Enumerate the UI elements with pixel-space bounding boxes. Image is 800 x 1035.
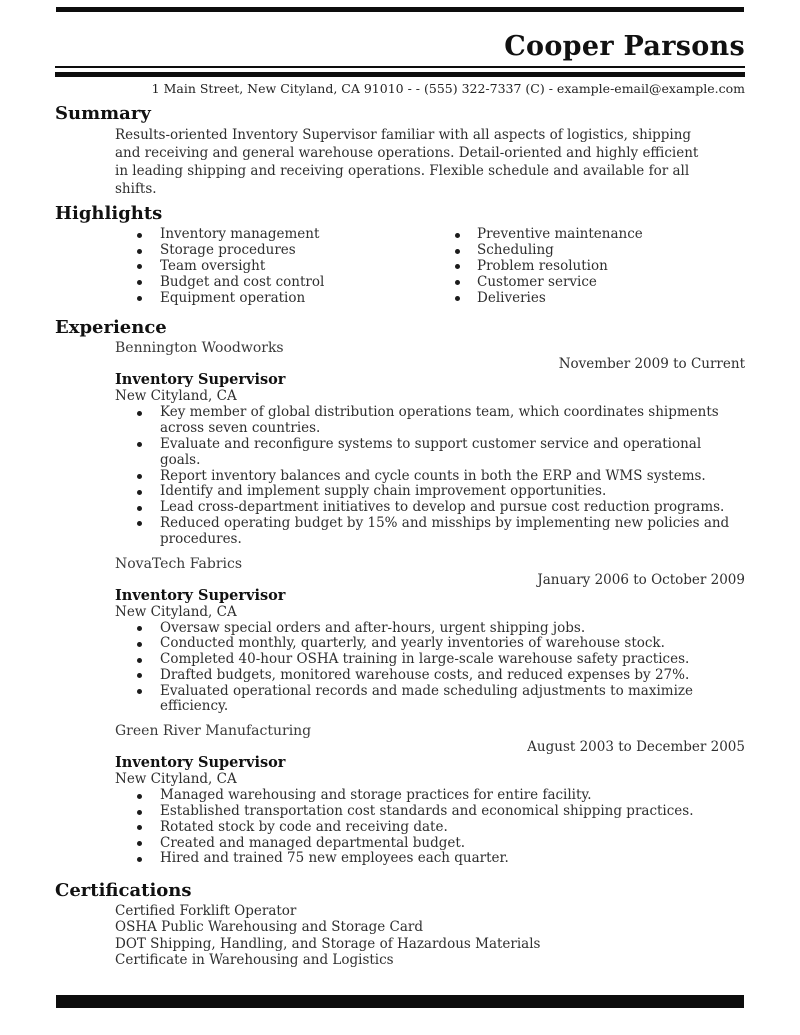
highlights-heading: Highlights — [55, 203, 163, 225]
company-name: Green River Manufacturing — [115, 723, 312, 740]
bottom-rule-bar — [56, 995, 744, 1008]
bullet-item: Hired and trained 75 new employees each quarter. — [115, 851, 745, 867]
contact-line: 1 Main Street, New Cityland, CA 91010 - - (555) 322-7337 (C) - example-email@example.com — [151, 81, 745, 97]
bullet-item: Oversaw special orders and after-hours, urgent shipping jobs. — [115, 621, 745, 637]
highlights-columns — [115, 227, 745, 306]
highlight-item: Team oversight — [115, 259, 455, 275]
bullet-item: Lead cross-department initiatives to develop and pursue cost reduction programs. — [115, 500, 745, 516]
summary-heading: Summary — [55, 103, 151, 125]
certification-item: Certified Forklift Operator — [115, 903, 297, 920]
company-name: NovaTech Fabrics — [115, 555, 243, 572]
bullet-item: Created and managed departmental budget. — [115, 836, 745, 852]
bullet-item: Drafted budgets, monitored warehouse costs, and reduced expenses by 27%. — [115, 668, 745, 684]
highlight-item: Scheduling — [455, 243, 745, 259]
bullet-item: Completed 40-hour OSHA training in large-scale warehouse safety practices. — [115, 652, 745, 668]
rule-thick-line — [55, 72, 745, 77]
experience-heading: Experience — [55, 317, 167, 339]
experience-body — [115, 340, 745, 867]
bullet-item: Established transportation cost standards and economical shipping practices. — [115, 804, 745, 820]
job-entry — [115, 556, 745, 716]
job-dates: November 2009 to Current — [558, 356, 745, 373]
highlight-item: Storage procedures — [115, 243, 455, 259]
job-title: Inventory Supervisor — [115, 371, 286, 389]
bullet-item: Rotated stock by code and receiving date. — [115, 820, 745, 836]
certifications-heading: Certifications — [55, 880, 192, 902]
certifications-list — [115, 903, 745, 968]
job-location: New Cityland, CA — [115, 771, 237, 788]
person-name: Cooper Parsons — [504, 31, 745, 62]
highlight-item: Equipment operation — [115, 291, 455, 307]
bullet-item: Identify and implement supply chain improvement opportunities. — [115, 484, 745, 500]
job-location: New Cityland, CA — [115, 388, 237, 405]
bullet-item: Managed warehousing and storage practices for entire facility. — [115, 788, 745, 804]
name-underline-double-rule — [55, 66, 745, 77]
job-bullet-list — [115, 405, 745, 547]
highlight-item: Customer service — [455, 275, 745, 291]
highlights-left-column — [115, 227, 455, 306]
top-rule-bar — [56, 7, 744, 12]
job-dates: January 2006 to October 2009 — [537, 571, 745, 588]
job-dates: August 2003 to December 2005 — [527, 739, 745, 756]
highlight-item: Deliveries — [455, 291, 745, 307]
job-title: Inventory Supervisor — [115, 586, 286, 604]
highlights-right-column — [455, 227, 745, 306]
bullet-item: Conducted monthly, quarterly, and yearly inventories of warehouse stock. — [115, 636, 745, 652]
job-entry — [115, 340, 745, 547]
certification-item: Certificate in Warehousing and Logistics — [115, 951, 394, 968]
bullet-item: Evaluated operational records and made scheduling adjustments to maximize efficiency. — [115, 684, 745, 716]
job-bullet-list — [115, 788, 745, 867]
bullet-item: Key member of global distribution operations team, which coordinates shipments across seven countries. — [115, 405, 745, 437]
certification-item: OSHA Public Warehousing and Storage Card — [115, 919, 423, 936]
summary-text: Results-oriented Inventory Supervisor familiar with all aspects of logistics, shipping and receiving and general warehouse operations. Detail-oriented and highly efficient in leading shipping and receiving operations. Flexible schedule and available for all shifts. — [115, 127, 699, 198]
job-entry — [115, 723, 745, 867]
company-name: Bennington Woodworks — [115, 340, 284, 357]
highlight-item: Inventory management — [115, 227, 455, 243]
job-location: New Cityland, CA — [115, 603, 237, 620]
certification-item: DOT Shipping, Handling, and Storage of Hazardous Materials — [115, 935, 541, 952]
bullet-item: Evaluate and reconfigure systems to support customer service and operational goals. — [115, 437, 745, 469]
bullet-item: Reduced operating budget by 15% and misships by implementing new policies and procedures. — [115, 516, 745, 548]
highlight-item: Preventive maintenance — [455, 227, 745, 243]
summary-body — [115, 126, 745, 198]
highlight-item: Problem resolution — [455, 259, 745, 275]
job-bullet-list — [115, 621, 745, 716]
bullet-item: Report inventory balances and cycle counts in both the ERP and WMS systems. — [115, 469, 745, 485]
highlight-item: Budget and cost control — [115, 275, 455, 291]
job-title: Inventory Supervisor — [115, 754, 286, 772]
